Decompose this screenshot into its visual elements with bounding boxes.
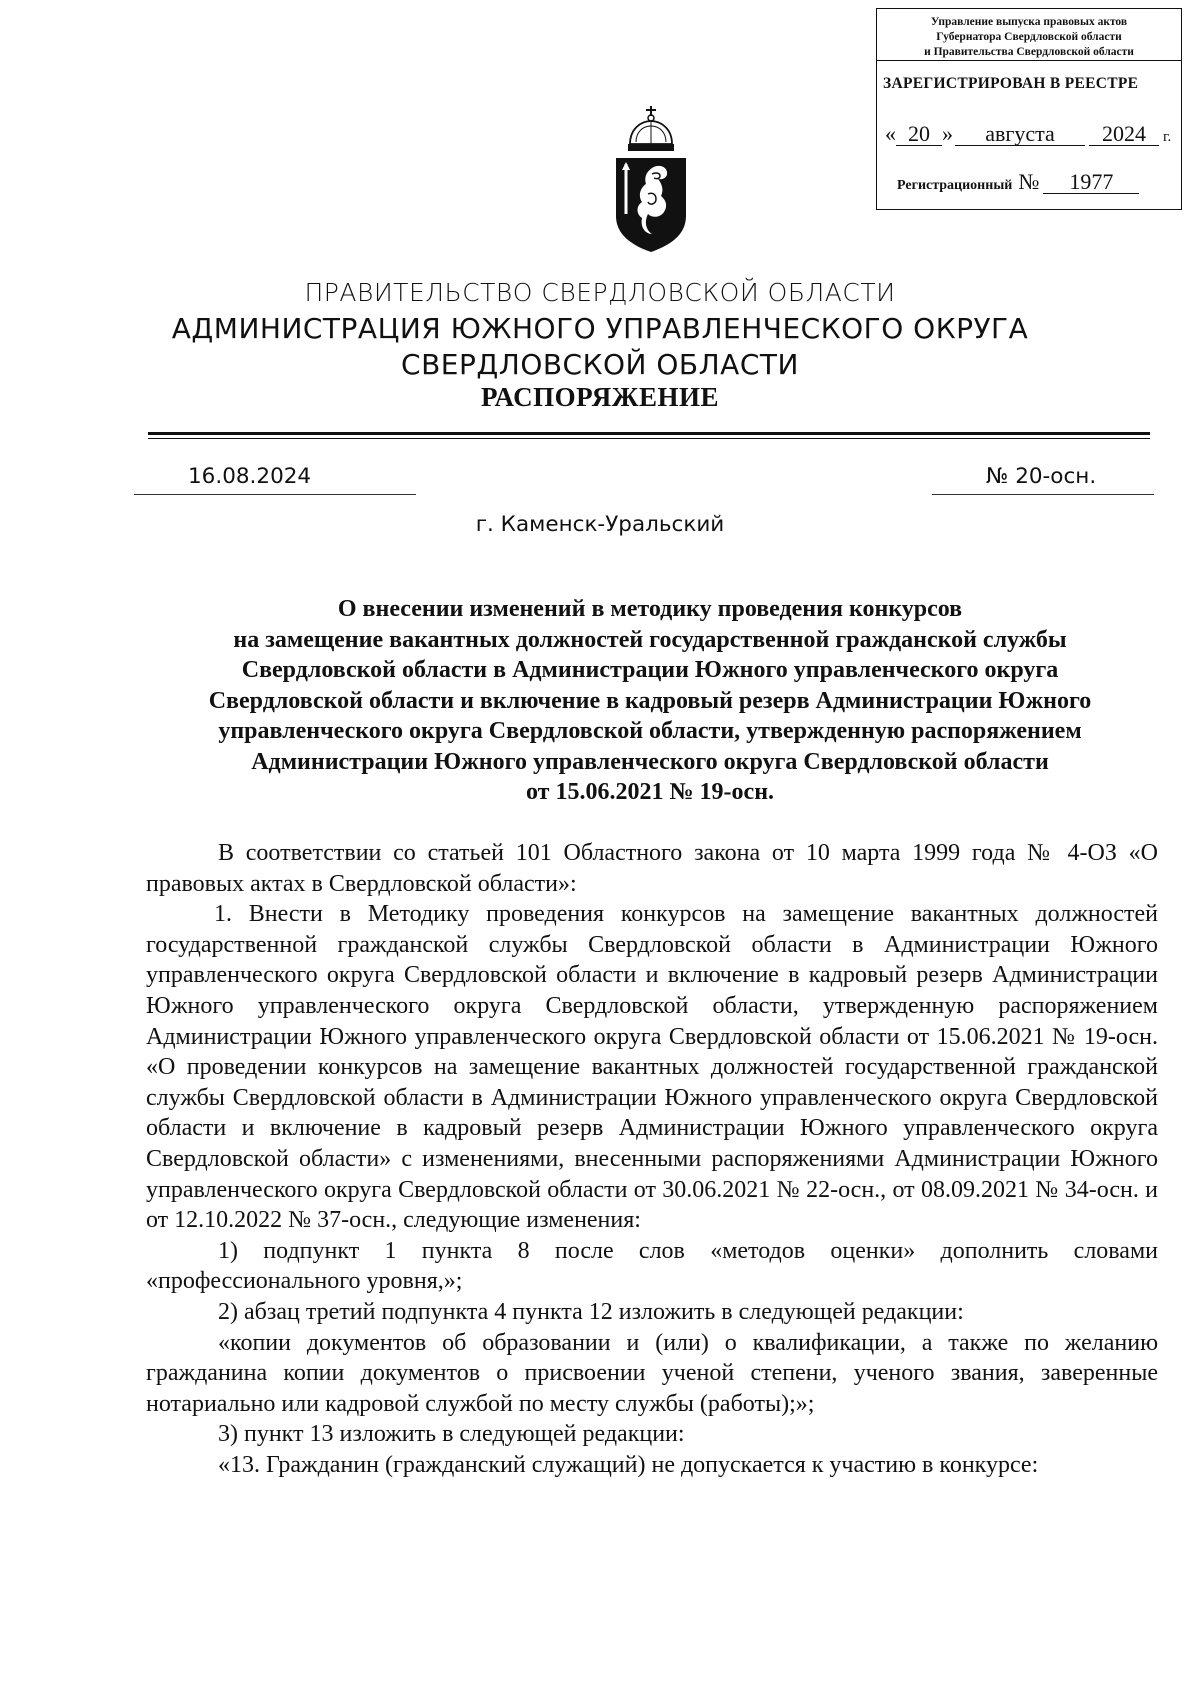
title-line: Администрации Южного управленческого округа Свердловской области xyxy=(251,748,1049,775)
document-body xyxy=(146,838,1158,1480)
stamp-year: 2024 xyxy=(1089,123,1159,146)
body-paragraph: 3) пункт 13 изложить в следующей редакции: xyxy=(218,1421,685,1448)
body-paragraph: «13. Гражданин (гражданский служащий) не допускается к участию в конкурсе: xyxy=(218,1451,1039,1478)
stamp-year-suffix: г. xyxy=(1163,129,1172,145)
stamp-reg-number-row xyxy=(897,169,1139,195)
stamp-registered-label: ЗАРЕГИСТРИРОВАН В РЕЕСТРЕ xyxy=(883,75,1139,92)
government-name: ПРАВИТЕЛЬСТВО СВЕРДЛОВСКОЙ ОБЛАСТИ xyxy=(304,278,896,307)
document-number: № 20-осн. xyxy=(986,464,1097,489)
document-title xyxy=(140,594,1160,808)
administration-name-line2: СВЕРДЛОВСКОЙ ОБЛАСТИ xyxy=(401,348,799,381)
title-line: О внесении изменений в методику проведения конкурсов xyxy=(337,596,963,622)
stamp-header-line: Управление выпуска правовых актов xyxy=(930,16,1128,28)
title-line: управленческого округа Свердловской области, утвержденную распоряжением xyxy=(218,718,1082,744)
title-line: от 15.06.2021 № 19-осн. xyxy=(525,779,775,805)
registration-stamp xyxy=(876,8,1182,210)
stamp-header xyxy=(877,9,1181,61)
document-date: 16.08.2024 xyxy=(188,464,312,489)
document-type: РАСПОРЯЖЕНИЕ xyxy=(480,382,720,412)
title-line: Свердловской области и включение в кадровый резерв Администрации Южного xyxy=(208,687,1092,714)
title-line: на замещение вакантных должностей государственной гражданской службы xyxy=(233,626,1067,653)
stamp-header-line: и Правительства Свердловской области xyxy=(924,46,1134,58)
body-paragraph: 1) подпункт 1 пункта 8 после слов «методов оценки» дополнить словами «профессионального уровня,»; xyxy=(146,1237,1158,1295)
stamp-month: августа xyxy=(955,123,1085,146)
header-divider-thick xyxy=(148,432,1150,435)
stamp-reg-label: Регистрационный xyxy=(897,178,1013,193)
stamp-num-sign: № xyxy=(1018,169,1040,194)
title-line: Свердловской области в Администрации Южного управленческого округа xyxy=(241,657,1059,683)
document-date-field xyxy=(134,464,416,495)
stamp-header-line: Губернатора Свердловской области xyxy=(936,31,1122,43)
stamp-day: 20 xyxy=(896,123,942,146)
stamp-date xyxy=(885,121,1171,147)
header-divider-thin xyxy=(148,438,1150,439)
stamp-quote-close: » xyxy=(942,121,953,146)
stamp-reg-number: 1977 xyxy=(1043,171,1139,194)
document-number-field xyxy=(932,464,1154,495)
body-paragraph: В соответствии со статьей 101 Областного закона от 10 марта 1999 года № 4-ОЗ «О правовых актах в Свердловской области»: xyxy=(146,840,1158,897)
coat-of-arms-icon xyxy=(612,104,690,254)
body-paragraph: 1. Внести в Методику проведения конкурсов на замещение вакантных должностей государственной гражданской службы Свердловской области в Администрации Южного управленческого округа Свердловской области и включение в кадровый резерв Администрации Южного управленческого округа Свердловской области, утвержденную распоряжением Администрации Южного управленческого округа Свердловской области от 15.06.2021 № 19-осн. «О проведении конкурсов на замещение вакантных должностей государственной гражданской службы Свердловской области в Администрации Южного управленческого округа Свердловской области и включение в кадровый резерв Администрации Южного управленческого округа Свердловской области» с изменениями, внесенными распоряжениями Администрации Южного управленческого округа Свердловской области от 30.06.2021 № 22-осн., от 08.09.2021 № 34-осн. и от 12.10.2022 № 37-осн., следующие изменения: xyxy=(146,901,1158,1234)
body-paragraph: 2) абзац третий подпункта 4 пункта 12 изложить в следующей редакции: xyxy=(218,1298,964,1325)
city-name: г. Каменск-Уральский xyxy=(475,512,725,537)
body-paragraph: «копии документов об образовании и (или) о квалификации, а также по желанию гражданина копии документов о присвоении ученой степени, ученого звания, заверенные нотариально или кадровой службой по месту службы (работы);»; xyxy=(146,1329,1158,1417)
stamp-quote-open: « xyxy=(885,121,896,146)
administration-name-line1: АДМИНИСТРАЦИЯ ЮЖНОГО УПРАВЛЕНЧЕСКОГО ОКРУГА xyxy=(171,312,1029,345)
